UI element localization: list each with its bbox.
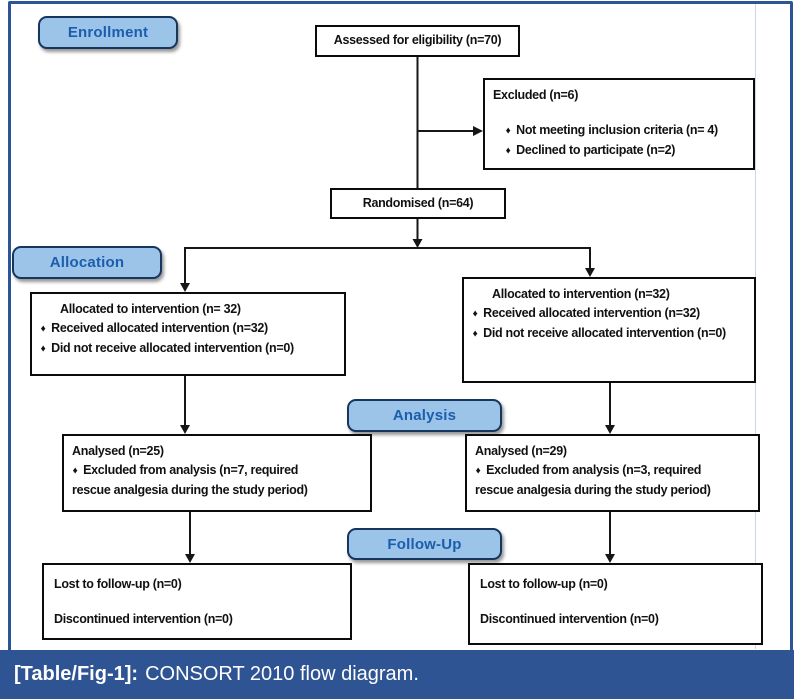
diamond-bullet-icon: ♦	[505, 124, 511, 137]
stage-label-enrollment	[38, 16, 178, 49]
excluded-item-text: Not meeting inclusion criteria (n= 4)	[516, 123, 718, 138]
diamond-bullet-icon: ♦	[72, 464, 78, 477]
randomised-text: Randomised (n=64)	[362, 195, 474, 210]
follow-up-right-line: Discontinued intervention (n=0)	[480, 612, 659, 627]
excluded-item	[493, 121, 745, 140]
randomised-box	[330, 188, 506, 219]
excluded-title: Excluded (n=6)	[493, 88, 579, 102]
follow-up-left-box	[42, 563, 352, 640]
allocation-left-title: Allocated to intervention (n= 32)	[60, 302, 241, 316]
diamond-bullet-icon: ♦	[40, 322, 46, 335]
caption-bar	[0, 650, 794, 699]
follow-up-right-line: Lost to follow-up (n=0)	[480, 577, 608, 591]
analysis-right-item	[475, 461, 750, 500]
diamond-bullet-icon: ♦	[40, 342, 46, 354]
analysis-left-item	[72, 461, 362, 500]
allocation-left-item	[40, 339, 336, 358]
assessed-box	[315, 25, 520, 57]
diamond-bullet-icon: ♦	[472, 307, 478, 320]
assessed-text: Assessed for eligibility (n=70)	[333, 33, 502, 48]
stage-label-analysis	[347, 399, 502, 432]
caption-text: CONSORT 2010 flow diagram.	[145, 663, 419, 685]
caption-label: [Table/Fig-1]:	[14, 663, 139, 685]
allocation-left-item	[40, 319, 336, 338]
diamond-bullet-icon: ♦	[475, 464, 481, 477]
analysis-left-title: Analysed (n=25)	[72, 444, 164, 458]
stage-label-allocation-text: Allocation	[49, 254, 125, 271]
follow-up-left-line: Discontinued intervention (n=0)	[54, 612, 233, 627]
analysis-right-title: Analysed (n=29)	[475, 444, 567, 458]
allocation-left-item-text: Received allocated intervention (n=32)	[51, 321, 268, 336]
stage-label-enrollment-text: Enrollment	[67, 24, 149, 41]
stage-label-allocation	[12, 246, 162, 279]
allocation-right-item-text: Received allocated intervention (n=32)	[483, 306, 700, 321]
excluded-box	[483, 78, 755, 170]
allocation-right-item	[472, 324, 746, 343]
diamond-bullet-icon: ♦	[472, 327, 478, 339]
follow-up-right-box	[468, 563, 763, 645]
allocation-left-box	[30, 292, 346, 376]
analysis-right-item-text: Excluded from analysis (n=3, required rescue analgesia during the study period)	[475, 463, 711, 497]
allocation-right-item-text: Did not receive allocated intervention (n=0)	[483, 325, 726, 340]
analysis-left-box	[62, 434, 372, 512]
allocation-left-item-text: Did not receive allocated intervention (n=0)	[51, 340, 294, 355]
analysis-right-box	[465, 434, 760, 512]
allocation-right-title: Allocated to intervention (n=32)	[492, 287, 670, 301]
allocation-right-item	[472, 304, 746, 323]
follow-up-left-line: Lost to follow-up (n=0)	[54, 577, 182, 591]
stage-label-follow-up	[347, 528, 502, 560]
excluded-item	[493, 141, 745, 160]
diamond-bullet-icon: ♦	[505, 144, 511, 156]
stage-label-analysis-text: Analysis	[392, 407, 457, 424]
excluded-item-text: Declined to participate (n=2)	[516, 142, 676, 157]
stage-label-follow-up-text: Follow-Up	[387, 535, 462, 553]
analysis-left-item-text: Excluded from analysis (n=7, required rescue analgesia during the study period)	[72, 463, 308, 497]
allocation-right-box	[462, 277, 756, 383]
